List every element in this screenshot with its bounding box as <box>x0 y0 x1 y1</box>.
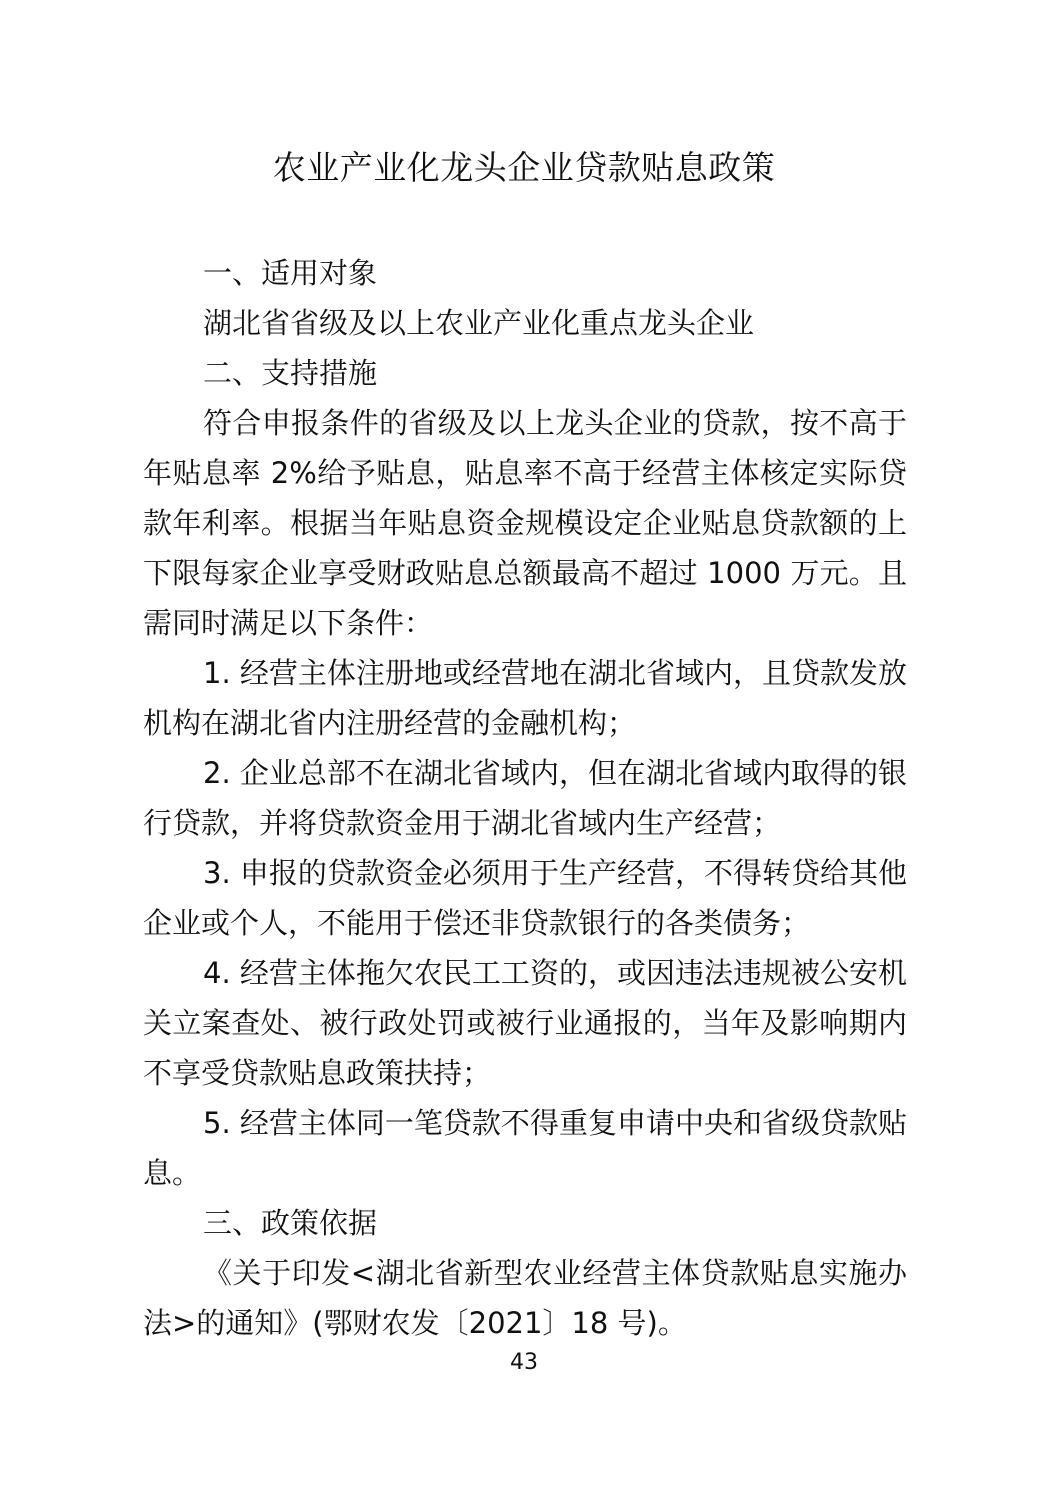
document-body <box>143 248 907 1348</box>
section-heading-applicable-objects: 一、适用对象 <box>203 256 378 290</box>
condition-item-5: 5. 经营主体同一笔贷款不得重复申请中央和省级贷款贴息。 <box>143 1106 907 1190</box>
condition-item-1: 1. 经营主体注册地或经营地在湖北省域内，且贷款发放机构在湖北省内注册经营的金融机构； <box>143 656 907 740</box>
section-heading-support-measures: 二、支持措施 <box>203 356 378 390</box>
paragraph-support-measures-intro: 符合申报条件的省级及以上龙头企业的贷款，按不高于年贴息率 2%给予贴息，贴息率不高于经营主体核定实际贷款年利率。根据当年贴息资金规模设定企业贴息贷款额的上下限每家企业享受财政贴息总额最高不超过 1000 万元。且需同时满足以下条件： <box>143 406 907 640</box>
condition-item-2: 2. 企业总部不在湖北省域内，但在湖北省域内取得的银行贷款，并将贷款资金用于湖北省域内生产经营； <box>143 756 907 840</box>
condition-item-3: 3. 申报的贷款资金必须用于生产经营，不得转贷给其他企业或个人，不能用于偿还非贷款银行的各类债务； <box>143 856 907 940</box>
condition-item-4: 4. 经营主体拖欠农民工工资的，或因违法违规被公安机关立案查处、被行政处罚或被行业通报的，当年及影响期内不享受贷款贴息政策扶持； <box>143 956 907 1090</box>
paragraph-policy-basis: 《关于印发<湖北省新型农业经营主体贷款贴息实施办法>的通知》(鄂财农发〔2021〕18 号)。 <box>143 1256 907 1340</box>
page-number: 43 <box>510 1350 538 1375</box>
document-title: 农业产业化龙头企业贷款贴息政策 <box>272 148 776 187</box>
paragraph-applicable-objects: 湖北省省级及以上农业产业化重点龙头企业 <box>203 306 755 340</box>
section-heading-policy-basis: 三、政策依据 <box>203 1206 378 1240</box>
